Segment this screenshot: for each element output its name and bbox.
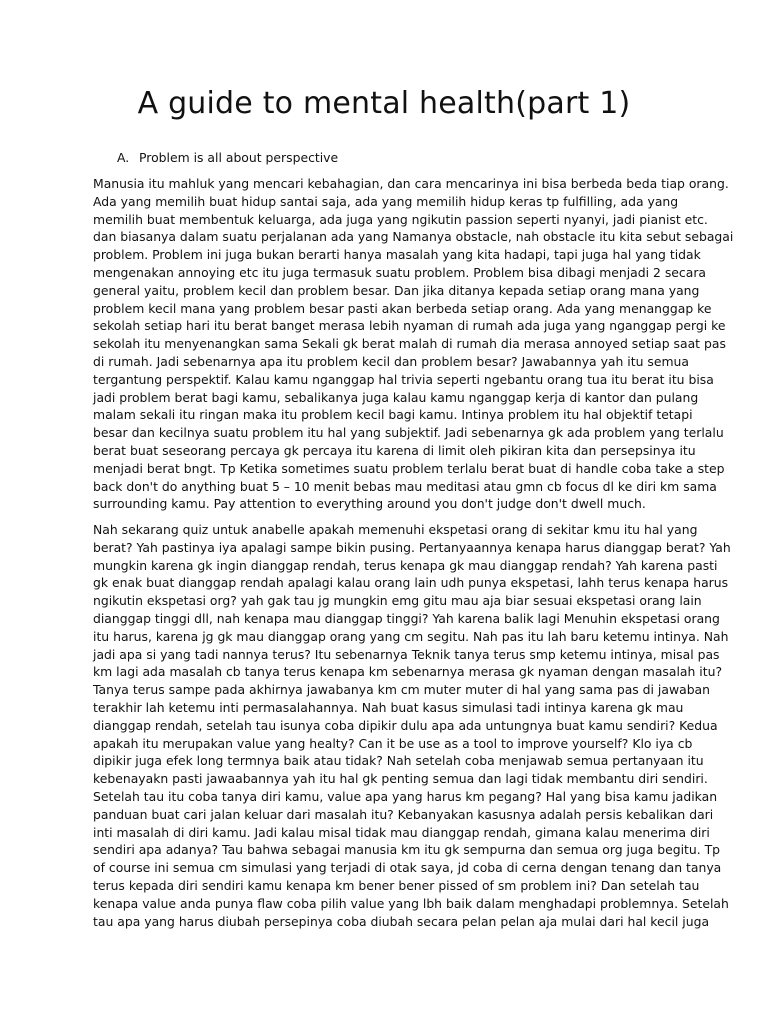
section-marker: A. bbox=[117, 150, 130, 165]
text-line: problem kecil mana yang problem besar pasti akan berbeda setiap orang. Ada yang menanggap ke bbox=[93, 300, 712, 316]
text-line: general yaitu, problem kecil dan problem besar. Dan jika ditanya kepada setiap orang mana yang bbox=[93, 282, 700, 298]
text-line: itu harus, karena jg gk mau dianggap orang yang cm segitu. Nah pas itu lah baru ketemu intinya. Nah bbox=[93, 628, 729, 644]
text-line: of course ini semua cm simulasi yang terjadi di otak saya, jd coba di cerna dengan tenang dan tanya bbox=[93, 860, 722, 876]
text-line: dan biasanya dalam suatu perjalanan ada yang Namanya obstacle, nah obstacle itu kita sebut sebagai bbox=[93, 229, 734, 245]
text-line: ngikutin ekspetasi org? yah gak tau jg mungkin emg gitu mau aja biar sesuai ekspetasi orang lain bbox=[93, 593, 702, 609]
text-line: panduan buat cari jalan keluar dari masalah itu? Kebanyakan kasusnya adalah persis kebalikan dari bbox=[93, 806, 714, 822]
text-line: Nah sekarang quiz untuk anabelle apakah memenuhi ekspetasi orang di sekitar kmu itu hal yang bbox=[93, 522, 698, 537]
text-line: Ada yang memilih buat hidup santai saja, ada yang memilih hidup keras tp fulfilling, ada yang bbox=[93, 193, 679, 209]
text-line: Manusia itu mahluk yang mencari kebahagian, dan cara mencarinya ini bisa berbeda beda tiap orang. bbox=[93, 176, 729, 191]
text-line: apakah itu merupakan value yang healty? Can it be use as a tool to improve yourself? Klo iya cb bbox=[93, 735, 693, 751]
text-line: dianggap tinggi dll, nah kenapa mau dianggap tinggi? Yah karena balik lagi Menuhin ekspetasi orang bbox=[93, 610, 720, 626]
paragraph-1 bbox=[93, 175, 734, 513]
text-line: Tanya terus sampe pada akhirnya jawabanya km cm muter muter di hal yang sama pas di jawaban bbox=[93, 682, 711, 698]
text-line: inti masalah di diri kamu. Jadi kalau misal tidak mau dianggap rendah, gimana kalau menerima diri bbox=[93, 824, 710, 840]
text-line: jadi apa si yang tadi nannya terus? Itu sebenarnya Teknik tanya terus smp ketemu intinya, misal pas bbox=[93, 646, 720, 662]
text-line: sekolah itu menyenangkan sama Sekali gk berat malah di rumah dia merasa annoyed setiap saat pas bbox=[93, 336, 726, 352]
text-line: terakhir lah ketemu inti permasalahannya. Nah buat kasus simulasi tadi intinya karena gk mau bbox=[93, 699, 684, 715]
text-line: sekolah setiap hari itu berat banget merasa lebih nyaman di rumah ada juga yang nganggap pergi ke bbox=[93, 318, 726, 334]
text-line: berat? Yah pastinya iya apalagi sampe bikin pusing. Pertanyaannya kenapa harus dianggap berat? Yah bbox=[93, 539, 731, 555]
text-line: tau apa yang harus diubah persepinya coba diubah secara pelan pelan aja mulai dari hal kecil juga bbox=[93, 913, 710, 929]
section-heading-text: Problem is all about perspective bbox=[139, 150, 339, 165]
text-line: back don't do anything buat 5 – 10 menit bebas mau meditasi atau gmn cb focus dl ke diri km sama bbox=[93, 478, 717, 494]
text-line: kebenayakn pasti jawaabannya yah itu hal gk penting semua dan lagi tidak membantu diri sendiri. bbox=[93, 771, 708, 787]
text-line: kenapa value anda punya flaw coba pilih value yang lbh baik dalam menghadapi problemnya. Setelah bbox=[93, 895, 729, 911]
text-line: menjadi berat bngt. Tp Ketika sometimes suatu problem terlalu berat buat di handle coba take a step bbox=[93, 460, 725, 476]
text-line: memilih buat membentuk keluarga, ada juga yang ngikutin passion seperti nyanyi, jadi pianist etc. bbox=[93, 211, 708, 227]
text-line: gk enak buat dianggap rendah apalagi kalau orang lain udh punya ekspetasi, lahh terus kenapa harus bbox=[93, 575, 729, 591]
text-line: problem. Problem ini juga bukan berarti hanya masalah yang kita hadapi, tapi juga hal yang tidak bbox=[93, 247, 701, 263]
text-line: dianggap rendah, setelah tau isunya coba dipikir dulu apa ada untungnya buat kamu sendiri? Kedua bbox=[93, 717, 718, 733]
text-line: tergantung perspektif. Kalau kamu nganggap hal trivia seperti ngebantu orang tua itu berat itu bisa bbox=[93, 371, 714, 387]
text-line: di rumah. Jadi sebenarnya apa itu problem kecil dan problem besar? Jawabannya yah itu semua bbox=[93, 353, 689, 369]
section-heading bbox=[117, 149, 338, 167]
text-line: besar dan kecilnya suatu problem itu hal yang subjektif. Jadi sebenarnya gk ada problem yang terlalu bbox=[93, 425, 724, 441]
text-line: berat buat seseorang percaya gk percaya itu karena di limit oleh pikiran kita dan persepsinya itu bbox=[93, 442, 696, 458]
text-line: dipikir juga efek long termnya baik atau tidak? Nah setelah coba menjawab semua pertanyaan itu bbox=[93, 753, 704, 769]
text-line: malam sekali itu ringan maka itu problem kecil bagi kamu. Intinya problem itu hal objektif tetapi bbox=[93, 407, 693, 423]
paragraph-2 bbox=[93, 521, 731, 930]
text-line: surrounding kamu. Pay attention to everything around you don't judge don't dwell much. bbox=[93, 496, 646, 512]
text-line: terus kepada diri sendiri kamu kenapa km bener bener pissed of sm problem ini? Dan setelah tau bbox=[93, 877, 700, 893]
document-title: A guide to mental health(part 1) bbox=[137, 86, 631, 121]
text-line: Setelah tau itu coba tanya diri kamu, value apa yang harus km pegang? Hal yang bisa kamu jadikan bbox=[93, 788, 718, 804]
text-line: jadi problem berat bagi kamu, sebalikanya juga kalau kamu nganggap kerja di kantor dan pulang bbox=[93, 389, 699, 405]
text-line: mungkin karena gk ingin dianggap rendah, terus kenapa gk mau dianggap rendah? Yah karena pasti bbox=[93, 557, 718, 573]
text-line: sendiri apa adanya? Tau bahwa sebagai manusia km itu gk sempurna dan semua org juga begitu. Tp bbox=[93, 842, 721, 858]
text-line: km lagi ada masalah cb tanya terus kenapa km sebenarnya merasa gk nyaman dengan masalah itu? bbox=[93, 664, 723, 680]
text-line: mengenakan annoying etc itu juga termasuk suatu problem. Problem bisa dibagi menjadi 2 secara bbox=[93, 264, 707, 280]
